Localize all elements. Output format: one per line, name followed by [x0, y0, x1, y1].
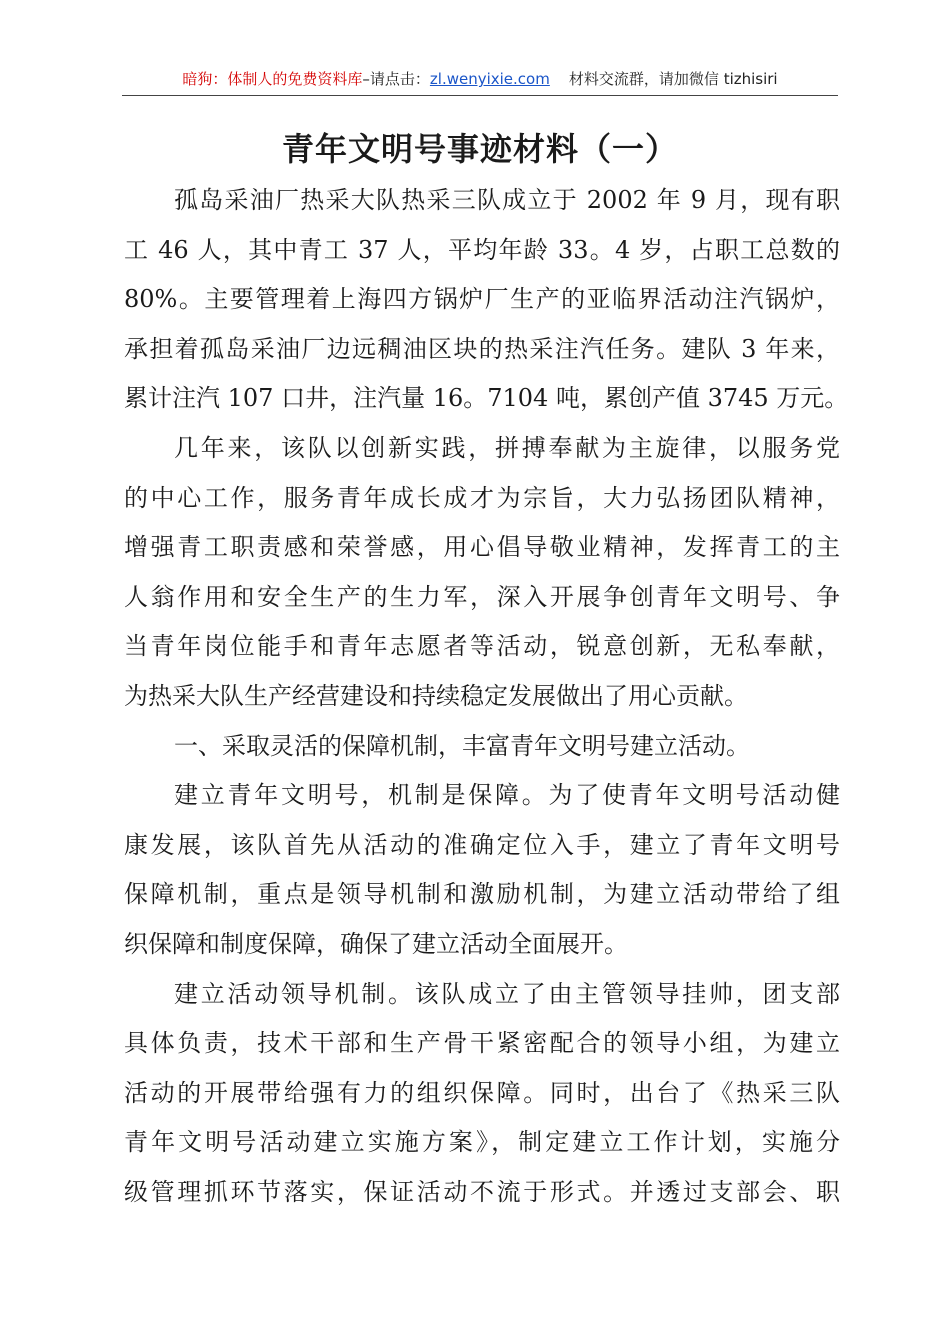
header-url-link[interactable]: zl.wenyixie.com	[429, 70, 550, 88]
paragraph-3	[124, 771, 840, 969]
text-line: 级管理抓环节落实，保证活动不流于形式。并透过支部会、职	[124, 1177, 840, 1206]
header-spacer	[550, 70, 569, 88]
text-line: 几年来，该队以创新实践，拼搏奉献为主旋律，以服务党	[174, 433, 840, 462]
text-line: 人翁作用和安全生产的生力军，深入开展争创青年文明号、争	[124, 582, 840, 611]
text-line: 为热采大队生产经营建设和持续稳定发展做出了用心贡献。	[124, 681, 748, 710]
text-line: 活动的开展带给强有力的组织保障。同时，出台了《热采三队	[124, 1078, 840, 1107]
text-line: 建立活动领导机制。该队成立了由主管领导挂帅，团支部	[174, 979, 840, 1008]
text-line: 康发展，该队首先从活动的准确定位入手，建立了青年文明号	[124, 830, 840, 859]
text-line: 80%。主要管理着上海四方锅炉厂生产的亚临界活动注汽锅炉，	[124, 285, 840, 314]
text-line: 孤岛采油厂热采大队热采三队成立于 2002 年 9 月，现有职	[174, 186, 840, 214]
text-line: 增强青工职责感和荣誉感，用心倡导敬业精神，发挥青工的主	[124, 533, 840, 562]
text-line: 青年文明号活动建立实施方案》，制定建立工作计划，实施分	[124, 1128, 840, 1157]
text-line: 保障机制，重点是领导机制和激励机制，为建立活动带给了组	[124, 880, 840, 909]
text-line: 织保障和制度保障，确保了建立活动全面展开。	[124, 929, 628, 958]
paragraph-2	[124, 424, 840, 722]
document-body	[124, 176, 849, 1217]
text-line: 累计注汽 107 口井，注汽量 16。7104 吨，累创产值 3745 万元。	[124, 384, 849, 413]
header-contact: 材料交流群，请加微信 tizhisiri	[568, 70, 778, 88]
document-title: 青年文明号事迹材料（一）	[281, 130, 678, 168]
text-line: 具体负责，技术干部和生产骨干紧密配合的领导小组，为建立	[124, 1029, 840, 1058]
text-line: 工 46 人，其中青工 37 人，平均年龄 33。4 岁，占职工总数的	[124, 235, 840, 264]
section-heading-1	[124, 722, 840, 772]
page-header	[122, 66, 838, 92]
text-line: 的中心工作，服务青年成长成才为宗旨，大力弘扬团队精神，	[124, 483, 840, 512]
paragraph-1	[124, 176, 849, 424]
header-prompt: –请点击：	[362, 70, 430, 88]
header-brand: 暗狗：体制人的免费资料库	[182, 70, 363, 88]
text-line: 当青年岗位能手和青年志愿者等活动，锐意创新，无私奉献，	[124, 632, 840, 661]
text-line: 承担着孤岛采油厂边远稠油区块的热采注汽任务。建队 3 年来，	[124, 334, 840, 363]
header-divider	[122, 95, 838, 96]
paragraph-4	[124, 970, 840, 1218]
text-line: 建立青年文明号，机制是保障。为了使青年文明号活动健	[174, 781, 840, 810]
text-line: 一、采取灵活的保障机制，丰富青年文明号建立活动。	[174, 731, 750, 760]
